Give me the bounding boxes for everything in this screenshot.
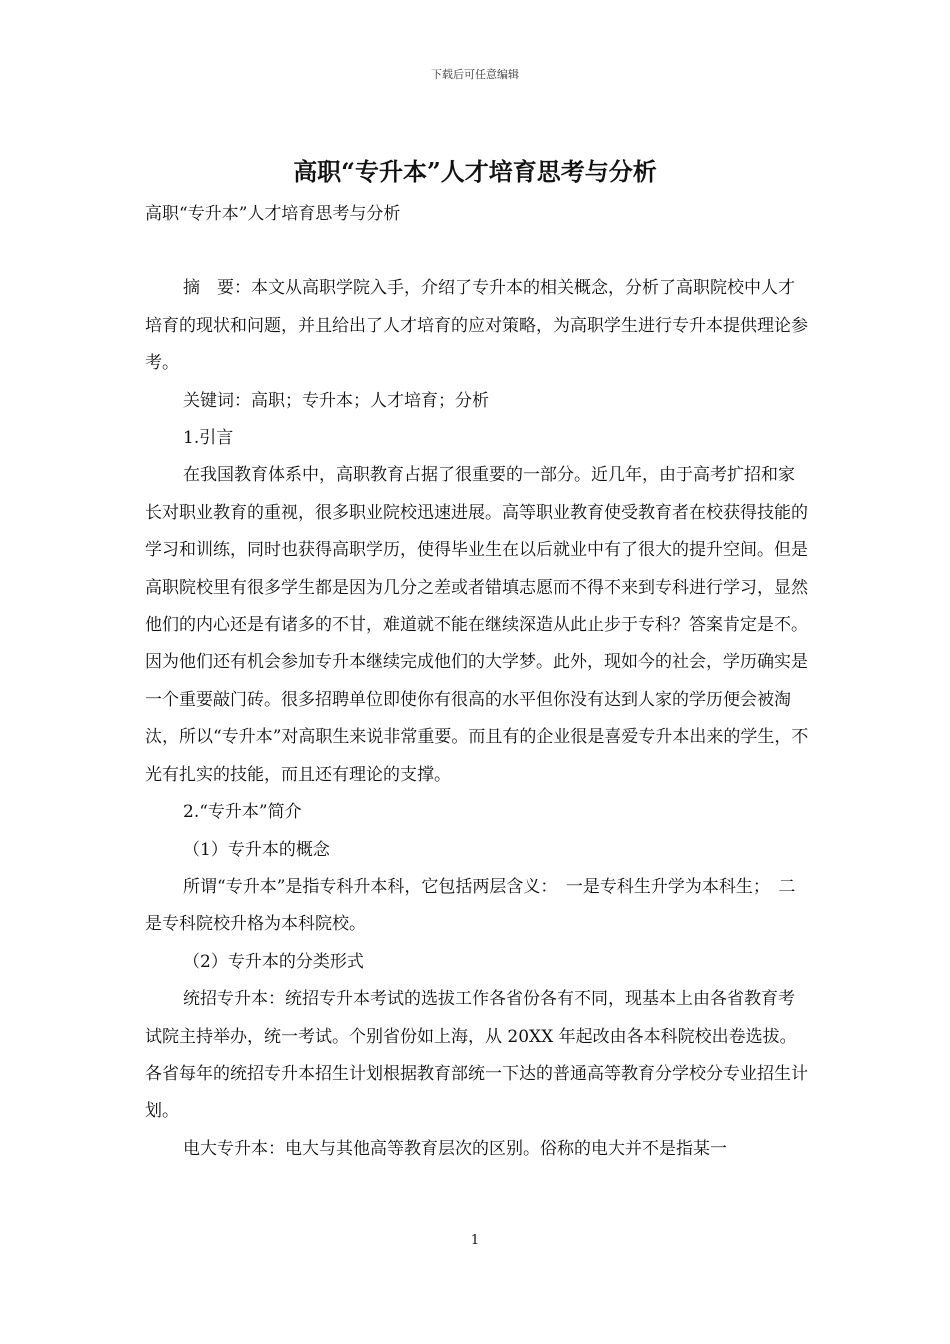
keywords-line: 关键词：高职；专升本；人才培育；分析 bbox=[183, 390, 489, 411]
section-heading-introduction: 1.引言 bbox=[183, 428, 234, 449]
abstract-paragraph: 摘 要：本文从高职学院入手，介绍了专升本的相关概念，分析了高职院校中人才培育的现状和问题，并且给出了人才培育的应对策略，为高职学生进行专升本提供理论参考。 bbox=[145, 278, 808, 374]
subsection-heading-types: （2）专升本的分类形式 bbox=[183, 951, 364, 972]
concept-paragraph: 所谓“专升本”是指专科升本科，它包括两层含义： 一是专科生升学为本科生； 二是专科院校升格为本科院校。 bbox=[145, 876, 796, 935]
subsection-heading-concept: （1）专升本的概念 bbox=[183, 839, 330, 860]
section-heading-overview: 2.“专升本”简介 bbox=[183, 802, 302, 823]
page-number: 1 bbox=[470, 1233, 480, 1248]
document-body bbox=[145, 196, 810, 1168]
header-note: 下载后可任意编辑 bbox=[431, 68, 519, 81]
tv-university-paragraph: 电大专升本：电大与其他高等教育层次的区别。俗称的电大并不是指某一 bbox=[183, 1138, 727, 1159]
unified-admission-paragraph: 统招专升本：统招专升本考试的选拔工作各省份各有不同，现基本上由各省教育考试院主持举办，统一考试。个别省份如上海，从 20XX 年起改由各本科院校出卷选拔。各省每年的统招专升本招生计划根据教育部统一下达的普通高等教育分学校分专业招生计划。 bbox=[145, 989, 808, 1122]
document-subtitle: 高职“专升本”人才培育思考与分析 bbox=[145, 204, 401, 224]
document-title: 高职“专升本”人才培育思考与分析 bbox=[293, 157, 657, 186]
blank-line bbox=[145, 233, 810, 270]
introduction-paragraph: 在我国教育体系中，高职教育占据了很重要的一部分。近几年，由于高考扩招和家长对职业教育的重视，很多职业院校迅速进展。高等职业教育使受教育者在校获得技能的学习和训练，同时也获得高职学历，使得毕业生在以后就业中有了很大的提升空间。但是高职院校里有很多学生都是因为几分之差或者错填志愿而不得不来到专科进行学习，显然他们的内心还是有诸多的不甘，难道就不能在继续深造从此止步于专科？答案肯定是不。因为他们还有机会参加专升本继续完成他们的大学梦。此外，现如今的社会，学历确实是一个重要敲门砖。很多招聘单位即使你有很高的水平但你没有达到人家的学历便会被淘汰，所以“专升本”对高职生来说非常重要。而且有的企业很是喜爱专升本出来的学生，不光有扎实的技能，而且还有理论的支撑。 bbox=[145, 465, 809, 785]
